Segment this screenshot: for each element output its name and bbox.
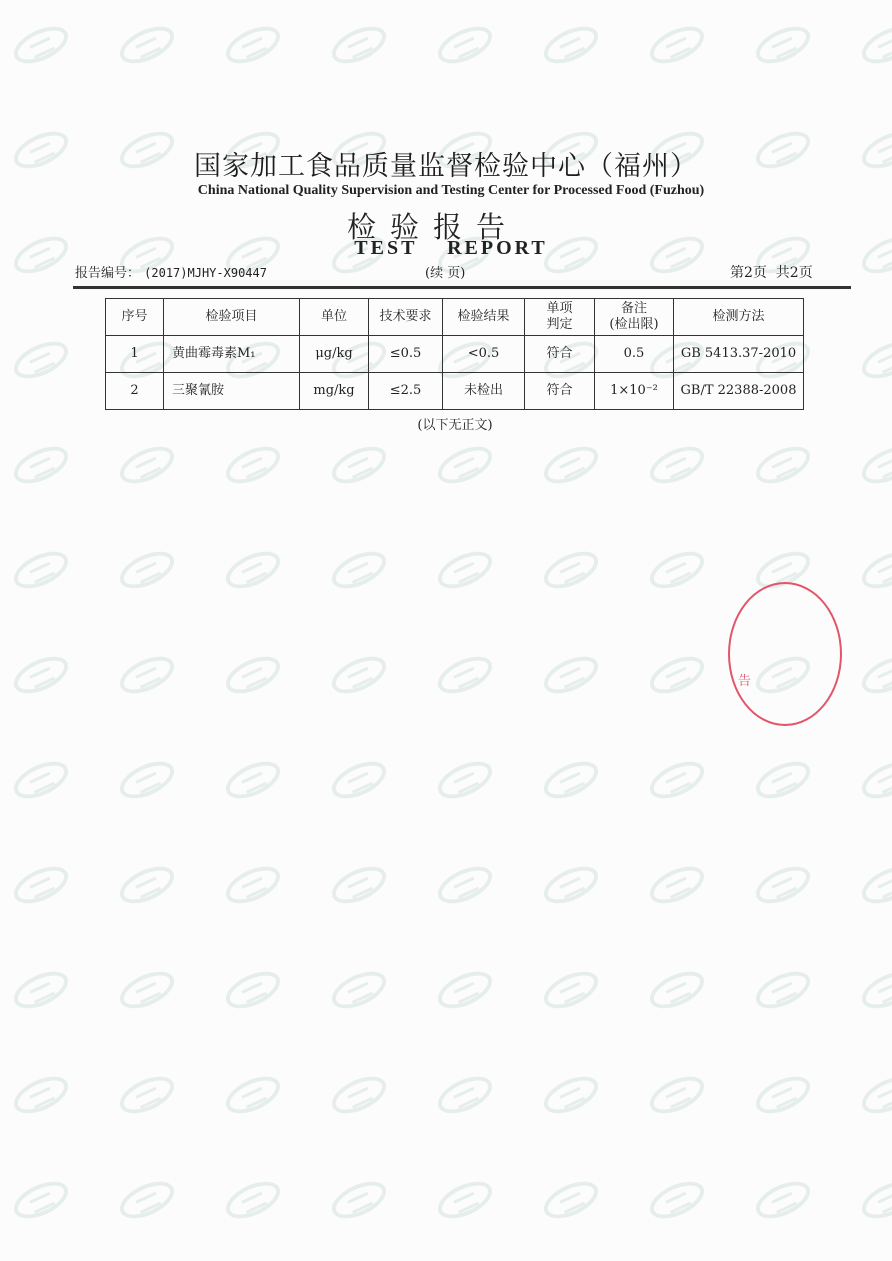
table-cell: ≤2.5: [369, 373, 443, 410]
watermark-logo-icon: [750, 1174, 815, 1226]
watermark-logo-icon: [750, 754, 815, 806]
watermark-logo-icon: [432, 439, 497, 491]
watermark-logo-icon: [220, 544, 285, 596]
watermark-logo-icon: [220, 439, 285, 491]
column-header: 单项 判定: [525, 299, 595, 336]
watermark-logo-icon: [856, 439, 892, 491]
table-cell: 符合: [525, 373, 595, 410]
table-cell: μg/kg: [300, 336, 369, 373]
watermark-logo-icon: [326, 964, 391, 1016]
column-header: 检测方法: [674, 299, 804, 336]
watermark-logo-icon: [220, 964, 285, 1016]
watermark-logo-icon: [326, 754, 391, 806]
watermark-logo-icon: [114, 964, 179, 1016]
watermark-logo-icon: [8, 754, 73, 806]
watermark-logo-icon: [432, 19, 497, 71]
table-cell: ≤0.5: [369, 336, 443, 373]
org-title-en: China National Quality Supervision and Testing Center for Processed Food (Fuzhou): [197, 183, 705, 198]
table-cell: 未检出: [443, 373, 525, 410]
watermark-logo-icon: [644, 1174, 709, 1226]
watermark-logo-icon: [856, 1069, 892, 1121]
table-cell: GB 5413.37-2010: [674, 336, 804, 373]
column-header: 序号: [106, 299, 164, 336]
watermark-logo-icon: [538, 649, 603, 701]
org-title-cn: 国家加工食品质量监督检验中心（福州）: [194, 151, 698, 182]
watermark-logo-icon: [644, 964, 709, 1016]
watermark-logo-icon: [644, 1069, 709, 1121]
watermark-logo-icon: [220, 1174, 285, 1226]
report-title-cn: 检验报告: [346, 210, 519, 244]
watermark-logo-icon: [644, 859, 709, 911]
watermark-logo-icon: [856, 334, 892, 386]
watermark-logo-icon: [538, 544, 603, 596]
watermark-logo-icon: [8, 439, 73, 491]
watermark-logo-icon: [114, 544, 179, 596]
watermark-logo-icon: [432, 1069, 497, 1121]
column-header: 单位: [300, 299, 369, 336]
watermark-logo-icon: [114, 649, 179, 701]
watermark-logo-icon: [220, 1069, 285, 1121]
watermark-logo-icon: [750, 19, 815, 71]
watermark-logo-icon: [114, 439, 179, 491]
report-number: [75, 262, 267, 281]
table-cell: 符合: [525, 336, 595, 373]
watermark-logo-icon: [114, 859, 179, 911]
watermark-logo-icon: [114, 1069, 179, 1121]
table-cell: 0.5: [595, 336, 674, 373]
watermark-logo-icon: [326, 649, 391, 701]
watermark-logo-icon: [432, 649, 497, 701]
watermark-logo-icon: [8, 1069, 73, 1121]
watermark-logo-icon: [114, 754, 179, 806]
watermark-logo-icon: [432, 754, 497, 806]
watermark-logo-icon: [8, 649, 73, 701]
official-seal: [728, 582, 842, 726]
watermark-logo-icon: [538, 1174, 603, 1226]
table-cell: 1: [106, 336, 164, 373]
watermark-logo-icon: [432, 544, 497, 596]
end-of-text-note: (以下无正文): [417, 418, 493, 433]
watermark-logo-icon: [326, 19, 391, 71]
watermark-logo-icon: [326, 439, 391, 491]
watermark-logo-icon: [8, 334, 73, 386]
watermark-logo-icon: [644, 439, 709, 491]
report-number-label: 报告编号：: [75, 266, 141, 281]
watermark-logo-icon: [856, 964, 892, 1016]
header-rule: [73, 286, 851, 289]
page-info: 第2页 共2页: [730, 265, 813, 281]
watermark-logo-icon: [856, 1174, 892, 1226]
watermark-logo-icon: [114, 19, 179, 71]
table-cell: 三聚氰胺: [164, 373, 300, 410]
watermark-logo-icon: [432, 1174, 497, 1226]
watermark-logo-icon: [750, 1069, 815, 1121]
watermark-logo-icon: [220, 859, 285, 911]
report-title-en: TEST REPORT: [354, 237, 548, 259]
watermark-logo-icon: [856, 754, 892, 806]
watermark-logo-icon: [326, 1069, 391, 1121]
watermark-logo-icon: [326, 859, 391, 911]
watermark-logo-icon: [856, 19, 892, 71]
watermark-logo-icon: [856, 859, 892, 911]
table-cell: 2: [106, 373, 164, 410]
column-header: 备注 (检出限): [595, 299, 674, 336]
watermark-logo-icon: [220, 649, 285, 701]
watermark-logo-icon: [220, 19, 285, 71]
watermark-logo-icon: [8, 964, 73, 1016]
table-row: [106, 336, 804, 373]
seal-text: 告: [738, 674, 752, 689]
table-cell: 1×10⁻²: [595, 373, 674, 410]
table-cell: 黄曲霉毒素M₁: [164, 336, 300, 373]
watermark-logo-icon: [644, 19, 709, 71]
report-number-value: (2017)MJHY-X90447: [144, 266, 267, 280]
watermark-logo-icon: [8, 544, 73, 596]
watermark-logo-icon: [432, 964, 497, 1016]
watermark-logo-icon: [220, 754, 285, 806]
results-table: [105, 298, 804, 410]
watermark-logo-icon: [644, 649, 709, 701]
table-cell: mg/kg: [300, 373, 369, 410]
watermark-logo-icon: [538, 439, 603, 491]
table-header-row: [106, 299, 804, 336]
watermark-logo-icon: [326, 544, 391, 596]
watermark-logo-icon: [644, 544, 709, 596]
watermark-logo-icon: [8, 1174, 73, 1226]
watermark-logo-icon: [326, 1174, 391, 1226]
watermark-logo-icon: [114, 1174, 179, 1226]
watermark-logo-icon: [750, 859, 815, 911]
watermark-logo-icon: [644, 754, 709, 806]
watermark-logo-icon: [538, 1069, 603, 1121]
column-header: 技术要求: [369, 299, 443, 336]
watermark-logo-icon: [538, 964, 603, 1016]
watermark-logo-icon: [856, 544, 892, 596]
watermark-logo-icon: [538, 754, 603, 806]
watermark-logo-icon: [750, 439, 815, 491]
continued-label: (续 页): [425, 266, 466, 281]
column-header: 检验结果: [443, 299, 525, 336]
table-cell: GB/T 22388-2008: [674, 373, 804, 410]
watermark-logo-icon: [538, 19, 603, 71]
watermark-logo-icon: [8, 859, 73, 911]
watermark-logo-icon: [750, 964, 815, 1016]
table-row: [106, 373, 804, 410]
watermark-logo-icon: [8, 19, 73, 71]
watermark-logo-icon: [432, 859, 497, 911]
column-header: 检验项目: [164, 299, 300, 336]
table-cell: <0.5: [443, 336, 525, 373]
watermark-logo-icon: [856, 649, 892, 701]
watermark-logo-icon: [538, 859, 603, 911]
